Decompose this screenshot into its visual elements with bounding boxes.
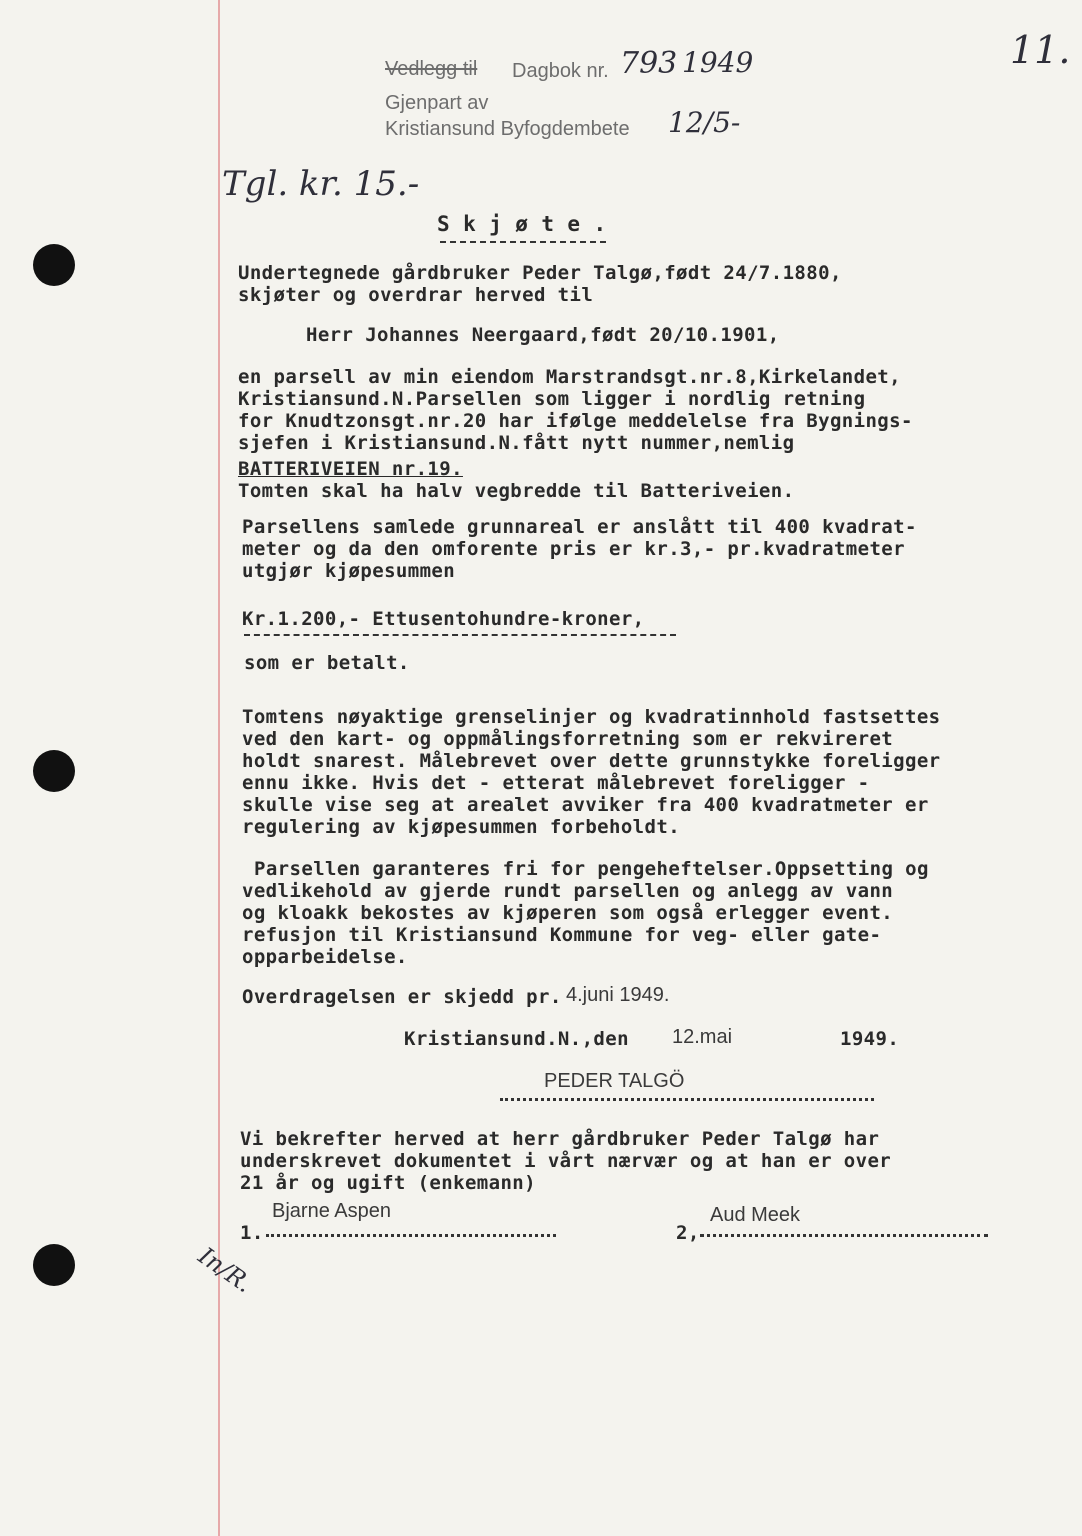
witness-2-line [700, 1234, 988, 1237]
paid-line: som er betalt. [244, 652, 410, 674]
page-number: 11. [1010, 28, 1071, 72]
punch-hole-bottom [33, 1244, 75, 1286]
stamp-year: 1949 [682, 46, 754, 79]
p3-line-5: skulle vise seg at arealet avviker fra 400 kvadratmeter er [242, 794, 929, 816]
body-line-2: skjøter og overdrar herved til [238, 284, 594, 306]
transfer-date: 4.juni 1949. [566, 984, 670, 1006]
buyer-line: Herr Johannes Neergaard,født 20/10.1901, [306, 324, 780, 346]
address-line: BATTERIVEIEN nr.19. [238, 458, 463, 480]
transfer-prefix: Overdragelsen er skjedd pr. [242, 986, 562, 1008]
p3-line-4: ennu ikke. Hvis det - etterat målebrevet foreligger - [242, 772, 870, 794]
witness-2-name: Aud Meek [710, 1204, 801, 1226]
p4-line-2: vedlikehold av gjerde rundt parsellen og anlegg av vann [242, 880, 894, 902]
witness-1-name: Bjarne Aspen [272, 1200, 391, 1222]
stamp-dagbok-label: Dagbok nr. [512, 60, 609, 82]
place-day: 12.mai [672, 1026, 733, 1048]
tinglysing-note: Tgl. kr. 15.- [222, 164, 420, 204]
signer-name: PEDER TALGÖ [544, 1070, 685, 1092]
p3-line-3: holdt snarest. Målebrevet over dette grunnstykke foreligger [242, 750, 941, 772]
p1-line-4: sjefen i Kristiansund.N.fått nytt nummer,nemlig [238, 432, 795, 454]
witness-1-line [266, 1234, 556, 1237]
witness-line-2: underskrevet dokumentet i vårt nærvær og at han er over [240, 1150, 892, 1172]
punch-hole-middle [33, 750, 75, 792]
amount-underline [244, 634, 676, 636]
initials-note: In/R. [193, 1241, 258, 1299]
p3-line-1: Tomtens nøyaktige grenselinjer og kvadratinnhold fastsettes [242, 706, 941, 728]
p3-line-6: regulering av kjøpesummen forbeholdt. [242, 816, 681, 838]
stamp-office: Kristiansund Byfogdembete [385, 118, 630, 140]
p1-line-1: en parsell av min eiendom Marstrandsgt.nr.8,Kirkelandet, [238, 366, 901, 388]
witness-2-number: 2, [676, 1222, 700, 1244]
title-underline [440, 241, 606, 243]
body-line-1: Undertegnede gårdbruker Peder Talgø,født 24/7.1880, [238, 262, 842, 284]
p2-line-2: meter og da den omforente pris er kr.3,- pr.kvadratmeter [242, 538, 905, 560]
p4-line-4: refusjon til Kristiansund Kommune for veg- eller gate- [242, 924, 882, 946]
place-prefix: Kristiansund.N.,den [404, 1028, 629, 1050]
witness-line-3: 21 år og ugift (enkemann) [240, 1172, 536, 1194]
place-year: 1949. [840, 1028, 900, 1050]
document-title: S k j ø t e . [437, 212, 607, 236]
p2-line-1: Parsellens samlede grunnareal er anslått til 400 kvadrat- [242, 516, 917, 538]
p4-line-1: Parsellen garanteres fri for pengeheftelser.Oppsetting og [254, 858, 929, 880]
stamp-struck-text: Vedlegg til [385, 58, 478, 80]
p4-line-5: opparbeidelse. [242, 946, 408, 968]
witness-line-1: Vi bekrefter herved at herr gårdbruker Peder Talgø har [240, 1128, 880, 1150]
signature-line [500, 1098, 874, 1101]
stamp-gjenpart: Gjenpart av [385, 92, 489, 114]
p2-line-3: utgjør kjøpesummen [242, 560, 456, 582]
stamp-dagbok-number: 793 [620, 46, 678, 81]
p1-line-3: for Knudtzonsgt.nr.20 har ifølge meddelelse fra Bygnings- [238, 410, 913, 432]
punch-hole-top [33, 244, 75, 286]
margin-rule [218, 0, 220, 1536]
p1-end-line: Tomten skal ha halv vegbredde til Batteriveien. [238, 480, 795, 502]
witness-1-number: 1. [240, 1222, 264, 1244]
stamp-date-note: 12/5- [668, 106, 741, 139]
p3-line-2: ved den kart- og oppmålingsforretning som er rekvireret [242, 728, 894, 750]
p1-line-2: Kristiansund.N.Parsellen som ligger i nordlig retning [238, 388, 866, 410]
amount-line: Kr.1.200,- Ettusentohundre-kroner, [242, 608, 645, 630]
p4-line-3: og kloakk bekostes av kjøperen som også erlegger event. [242, 902, 894, 924]
